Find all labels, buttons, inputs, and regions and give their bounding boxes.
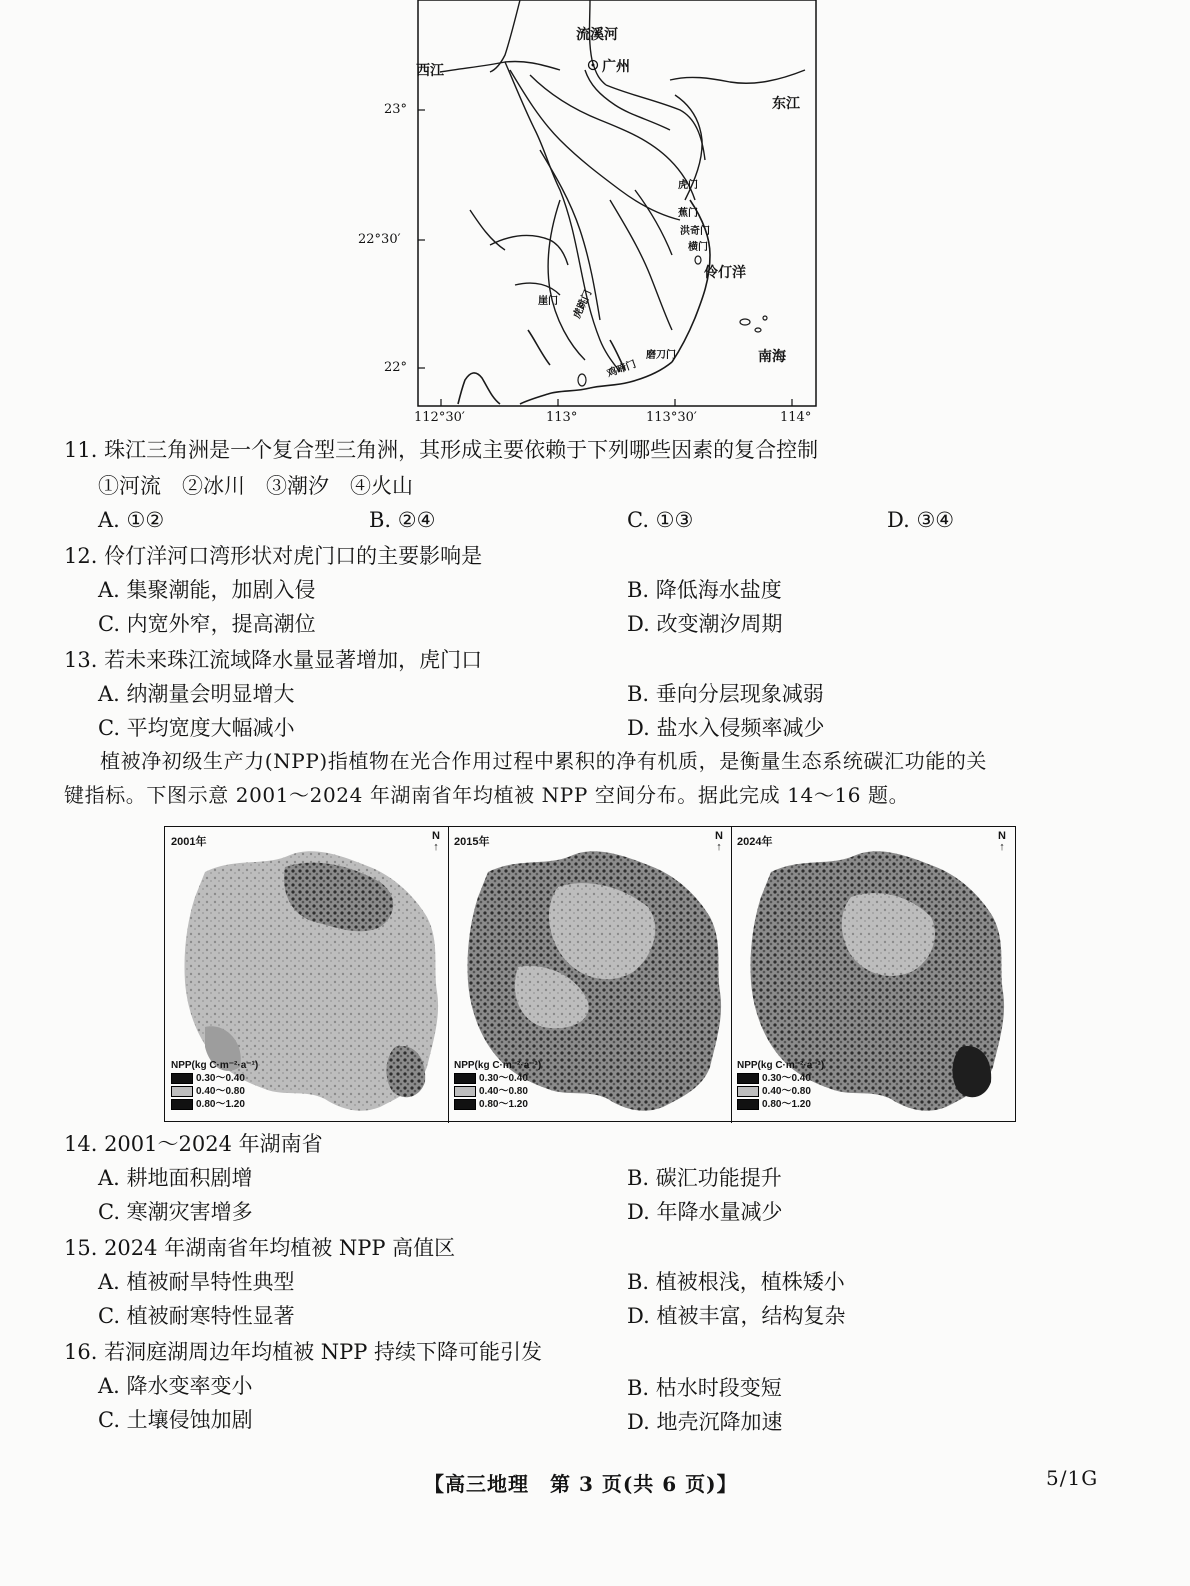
pearl-river-delta-map — [358, 0, 830, 440]
q16-option-c[interactable]: C. 土壤侵蚀加剧 — [98, 1408, 253, 1432]
label-jiaomen: 蕉门 — [678, 208, 698, 219]
q12-option-b[interactable]: B. 降低海水盐度 — [627, 578, 782, 602]
question-16-stem: 16. 若洞庭湖周边年均植被 NPP 持续下降可能引发 — [64, 1340, 543, 1364]
label-hongqimen: 洪奇门 — [680, 226, 710, 237]
lat-tick-23: 23° — [384, 102, 408, 117]
npp-panel-2024 — [731, 827, 1014, 1123]
q13-option-b[interactable]: B. 垂向分层现象减弱 — [627, 682, 824, 706]
lat-tick-22: 22° — [384, 360, 408, 375]
north-arrow-icon: N ↑ — [432, 830, 440, 853]
q14-option-a[interactable]: A. 耕地面积剧增 — [98, 1166, 253, 1190]
q16-option-b[interactable]: B. 枯水时段变短 — [627, 1376, 782, 1400]
q15-option-d[interactable]: D. 植被丰富，结构复杂 — [627, 1304, 846, 1328]
label-xijiang: 西江 — [416, 63, 444, 79]
q16-option-a[interactable]: A. 降水变率变小 — [98, 1374, 253, 1398]
q11-option-d[interactable]: D. ③④ — [887, 508, 955, 532]
label-hengmen: 横门 — [688, 242, 708, 253]
north-arrow-icon: N ↑ — [998, 830, 1006, 853]
label-yamen: 崖门 — [538, 296, 558, 307]
npp-panel-2001 — [165, 827, 449, 1123]
npp-year-2024: 2024年 — [737, 836, 773, 848]
q14-option-b[interactable]: B. 碳汇功能提升 — [627, 1166, 782, 1190]
lon-tick-113: 113° — [546, 410, 578, 425]
label-dongjiang: 东江 — [772, 96, 800, 112]
page-code: 5/1G — [1046, 1466, 1099, 1490]
npp-legend-2001: NPP(kg C·m⁻²·a⁻¹) 0.30～0.40 0.40～0.80 0.80～1.20 — [171, 1060, 259, 1110]
npp-legend-2024: NPP(kg C·m⁻²·a⁻¹) 0.30～0.40 0.40～0.80 0.80～1.20 — [737, 1060, 825, 1110]
npp-year-2001: 2001年 — [171, 836, 207, 848]
q15-option-a[interactable]: A. 植被耐旱特性典型 — [98, 1270, 295, 1294]
north-arrow-icon: N ↑ — [715, 830, 723, 853]
q15-option-b[interactable]: B. 植被根浅，植株矮小 — [627, 1270, 845, 1294]
question-14-stem: 14. 2001～2024 年湖南省 — [64, 1132, 323, 1156]
intro-line-1: 植被净初级生产力(NPP)指植物在光合作用过程中累积的净有机质，是衡量生态系统碳汇功能的关 — [100, 749, 988, 773]
q13-option-d[interactable]: D. 盐水入侵频率减少 — [627, 716, 825, 740]
label-guangzhou: 广州 — [602, 59, 630, 75]
label-jitimen: 鸡啼门 — [605, 359, 638, 380]
label-liuxi-river: 流溪河 — [576, 27, 618, 43]
q11-option-c[interactable]: C. ①③ — [627, 508, 694, 532]
question-13-stem: 13. 若未来珠江流域降水量显著增加，虎门口 — [64, 648, 483, 672]
intro-line-2: 键指标。下图示意 2001～2024 年湖南省年均植被 NPP 空间分布。据此完成 14～16 题。 — [64, 783, 910, 807]
lon-tick-113-30: 113°30′ — [646, 410, 697, 425]
page-footer: 【高三地理 第 3 页(共 6 页)】 — [424, 1472, 738, 1496]
q14-option-d[interactable]: D. 年降水量减少 — [627, 1200, 783, 1224]
npp-map-figure — [164, 826, 1016, 1122]
q12-option-c[interactable]: C. 内宽外窄，提高潮位 — [98, 612, 316, 636]
label-modaomen: 磨刀门 — [646, 350, 676, 361]
question-11-items: ①河流 ②冰川 ③潮汐 ④火山 — [98, 474, 413, 498]
lat-tick-22-30: 22°30′ — [358, 232, 401, 247]
npp-panel-2015 — [448, 827, 732, 1123]
label-hutiaomen: 虎跳门 — [571, 288, 595, 321]
q13-option-a[interactable]: A. 纳潮量会明显增大 — [98, 682, 295, 706]
label-humen: 虎门 — [678, 180, 698, 191]
q12-option-a[interactable]: A. 集聚潮能，加剧入侵 — [98, 578, 316, 602]
q12-option-d[interactable]: D. 改变潮汐周期 — [627, 612, 783, 636]
q15-option-c[interactable]: C. 植被耐寒特性显著 — [98, 1304, 295, 1328]
q13-option-c[interactable]: C. 平均宽度大幅减小 — [98, 716, 295, 740]
lon-tick-114: 114° — [780, 410, 812, 425]
question-12-stem: 12. 伶仃洋河口湾形状对虎门口的主要影响是 — [64, 544, 483, 568]
q11-option-a[interactable]: A. ①② — [98, 508, 165, 532]
lon-tick-112-30: 112°30′ — [414, 410, 465, 425]
npp-legend-2015: NPP(kg C·m⁻²·a⁻¹) 0.30～0.40 0.40～0.80 0.80～1.20 — [454, 1060, 542, 1110]
label-nanhai: 南海 — [758, 349, 786, 365]
label-lingdingyang: 伶仃洋 — [704, 265, 746, 281]
npp-year-2015: 2015年 — [454, 836, 490, 848]
question-11-stem: 11. 珠江三角洲是一个复合型三角洲，其形成主要依赖于下列哪些因素的复合控制 — [64, 438, 819, 462]
q14-option-c[interactable]: C. 寒潮灾害增多 — [98, 1200, 253, 1224]
q16-option-d[interactable]: D. 地壳沉降加速 — [627, 1410, 783, 1434]
question-15-stem: 15. 2024 年湖南省年均植被 NPP 高值区 — [64, 1236, 456, 1260]
q11-option-b[interactable]: B. ②④ — [369, 508, 436, 532]
